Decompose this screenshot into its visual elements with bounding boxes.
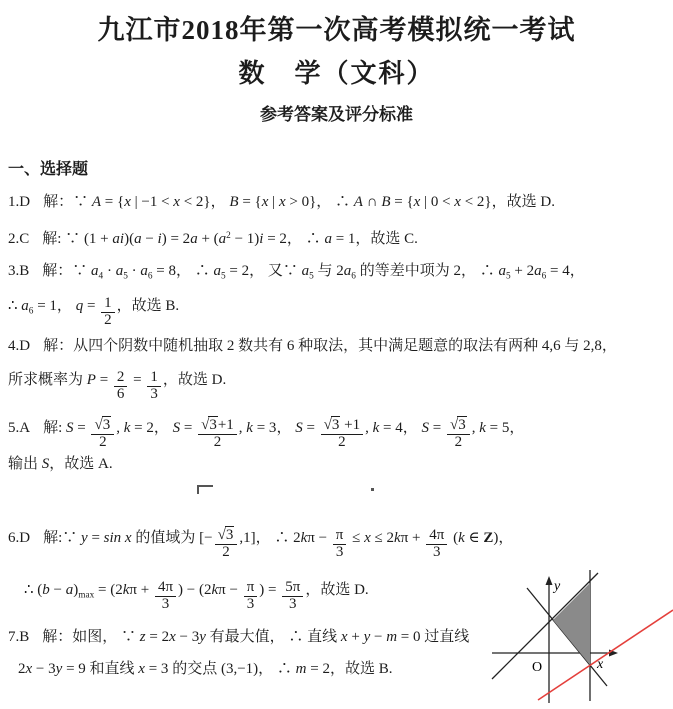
solution-7-text-2: 2x − 3y = 9 和直线 x = 3 的交点 (3,−1)， ∴ m = 2，故选 B. — [18, 661, 393, 677]
x-axis-label: x — [597, 657, 604, 672]
solution-1 — [8, 193, 555, 212]
solution-6-text-2: ∴ $(b - a)_{max} = (2k\pi$ + $\frac{4\pi}{3}$ ) − (2kπ − $\frac{\pi}{3}$ ) = $\frac{5\pi}{3}$ ，故选 D. — [24, 579, 369, 612]
solution-3-text-2: ∴ $a_6 = 1$， q = $\frac{1}{2}$ ，故选 B. — [8, 295, 180, 328]
origin-label: O — [532, 660, 543, 675]
solution-2-text: 解: ∵ $(1 + ai)(a - i) = 2a + (a^2 - 1)i = 2$， ∴ a = 1，故选 C. — [42, 230, 418, 247]
solution-2 — [8, 230, 418, 249]
answer-label-4: 4.D — [8, 338, 31, 354]
answer-label-6: 6.D — [8, 530, 31, 547]
page-title: 九江市2018年第一次高考模拟统一考试 — [97, 15, 576, 45]
solution-5-line-1 — [8, 418, 524, 451]
answer-key-subtitle: 参考答案及评分标准 — [260, 105, 413, 124]
y-axis-label: y — [554, 579, 561, 594]
solution-6-line-2 — [24, 580, 369, 613]
y-axis-arrow-icon — [546, 576, 553, 585]
solution-1-text: 解：∵ A = {x | −1 < x < 2}， B = {x | x > 0}， ∴ A ∩ B = {x | 0 < x < 2}，故选 D. — [43, 194, 555, 210]
solution-5-text-2: 输出 S，故选 A. — [8, 456, 113, 472]
solution-4-line-1 — [8, 337, 617, 356]
solution-5-line-2 — [8, 455, 113, 474]
subject-title: 数 学（文科） — [238, 59, 435, 88]
solution-7-line-1 — [8, 628, 469, 647]
answer-label-5: 5.A — [8, 420, 31, 437]
solution-4-line-2 — [8, 370, 226, 403]
solution-7-line-2 — [18, 660, 393, 679]
solution-5-text-1: 解: S = $\frac{√3}{2}$ , k = 2， S = $\frac{√3+1}{2}$ , k = 3， S = $\frac{√3 +1}{2}$ , k = 4， S = $\frac{√3}{2}$ , k = 5， — [43, 417, 525, 450]
answer-label-2: 2.C — [8, 231, 30, 247]
linear-programming-figure — [488, 558, 673, 709]
stray-dot-mark — [371, 488, 374, 491]
solution-3-line-2 — [8, 296, 179, 329]
solution-6-text-1: 解:∵ y = sin x 的值域为 [− $\frac{√3}{2}$ ,1]， ∴ 2kπ − $\frac{\pi}{3}$ ≤ x ≤ 2kπ + $\frac{4\pi}{3}$ (k ∈ Z)， — [43, 527, 514, 560]
solution-3-line-1 — [8, 262, 585, 283]
section-heading-choice-questions: 一、选择题 — [8, 161, 89, 178]
solution-4-text-2: 所求概率为 P = $\frac{2}{6}$ = $\frac{1}{3}$ ，故选 D. — [8, 369, 227, 402]
solution-6-line-1 — [8, 528, 513, 561]
stray-radical-mark — [197, 485, 213, 494]
solution-3-text-1: 解：∵ $a_4 \cdot a_5 \cdot a_6 = 8$， ∴ $a_5 = 2$， 又∵ $a_5$ 与 $2a_6$ 的等差中项为 2， ∴ $a_5 + 2a_6 = 4$， — [42, 263, 585, 282]
answer-label-7: 7.B — [8, 629, 30, 645]
solution-4-text-1: 解：从四个阴数中随机抽取 2 数共有 6 种取法，其中满足题意的取法有两种 4,6 与 2,8， — [43, 338, 617, 354]
solution-7-text-1: 解：如图， ∵ z = 2x − 3y 有最大值， ∴ 直线 x + y − m = 0 过直线 — [42, 629, 470, 645]
answer-label-3: 3.B — [8, 263, 30, 279]
answer-label-1: 1.D — [8, 194, 31, 210]
